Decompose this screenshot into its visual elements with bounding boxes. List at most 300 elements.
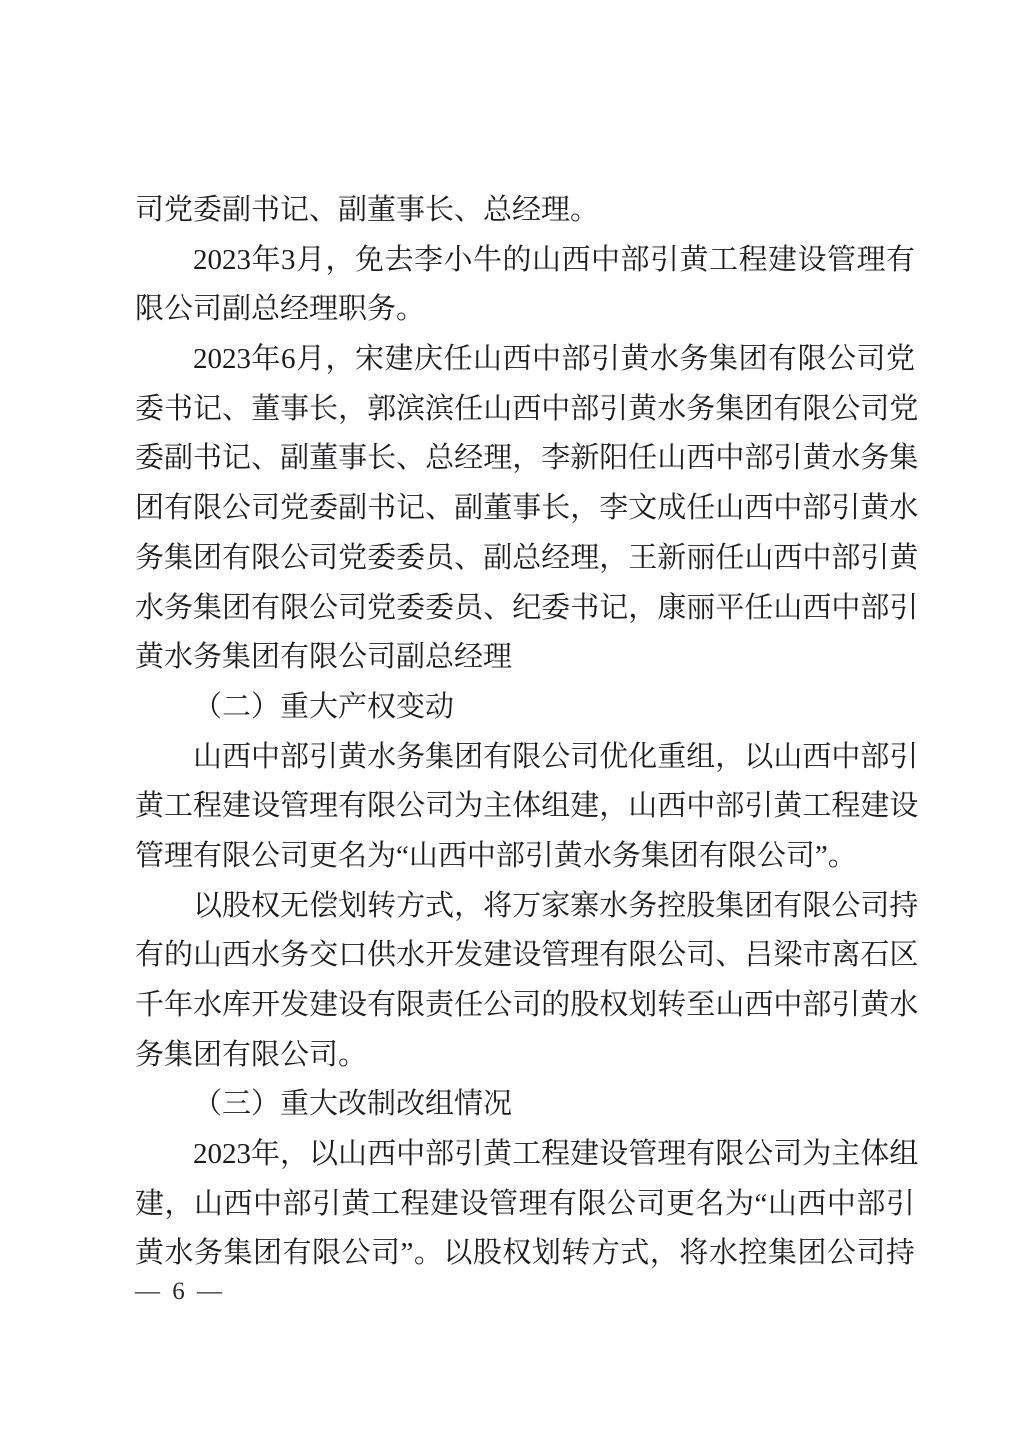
text-line: 黄水务集团有限公司副总经理 — [135, 641, 513, 674]
glyph: 集 — [715, 889, 745, 922]
glyph: 团 — [797, 1237, 827, 1270]
glyph: 公 — [222, 492, 252, 525]
glyph: 引 — [889, 740, 919, 773]
glyph: 、 — [222, 392, 252, 425]
text-line: 管理有限公司更名为“山西中部引黄水务集团有限公司”。 — [135, 839, 857, 872]
glyph: 股 — [222, 889, 252, 922]
glyph: 年 — [251, 1138, 281, 1171]
glyph: 任 — [628, 442, 658, 475]
glyph: 集 — [715, 392, 745, 425]
glyph: 党 — [280, 492, 310, 525]
glyph: 西 — [802, 591, 832, 624]
glyph: 建 — [384, 343, 414, 376]
glyph: 务 — [860, 442, 890, 475]
glyph: 董 — [251, 392, 281, 425]
glyph: 水 — [649, 343, 679, 376]
glyph: 工 — [512, 1138, 542, 1171]
glyph: 黄 — [802, 442, 832, 475]
glyph: 中 — [831, 740, 861, 773]
glyph: 设 — [459, 1187, 489, 1220]
glyph: 公 — [483, 989, 513, 1021]
glyph: 团 — [454, 740, 484, 773]
glyph: 纪 — [512, 591, 542, 624]
glyph: 工 — [802, 790, 832, 823]
glyph: 山 — [744, 541, 774, 574]
glyph: 中 — [686, 790, 716, 823]
glyph: 寨 — [570, 889, 600, 922]
glyph: “ — [754, 1187, 768, 1220]
glyph: 任 — [686, 492, 716, 525]
glyph: 新 — [657, 541, 687, 574]
glyph: 副 — [280, 442, 310, 475]
glyph: 黄 — [628, 392, 658, 425]
glyph: 管 — [826, 243, 856, 276]
glyph: 、 — [483, 591, 513, 624]
glyph: 家 — [541, 889, 571, 922]
glyph: 委 — [135, 442, 165, 475]
glyph: 限 — [512, 740, 542, 773]
glyph: ， — [325, 343, 355, 376]
glyph: 司 — [636, 1187, 666, 1220]
glyph: 转 — [367, 889, 397, 922]
glyph: 程 — [193, 790, 223, 823]
glyph: 黄 — [135, 1237, 165, 1270]
glyph: 限 — [193, 492, 223, 525]
glyph: 建 — [309, 989, 339, 1021]
glyph: 部 — [280, 740, 310, 773]
glyph: 设 — [797, 243, 827, 276]
glyph: 限 — [396, 989, 426, 1021]
glyph: 事 — [280, 392, 310, 425]
glyph: 中 — [531, 343, 561, 376]
glyph: 权 — [502, 1237, 532, 1270]
glyph: ， — [325, 243, 355, 276]
text-line — [135, 484, 919, 534]
glyph: 引 — [831, 989, 861, 1021]
glyph: 党 — [338, 541, 368, 574]
glyph: 团 — [135, 492, 165, 525]
glyph: 程 — [738, 243, 768, 276]
page-number: — 6 — — [135, 1278, 225, 1305]
glyph: 为 — [454, 790, 484, 823]
glyph: 务 — [280, 939, 310, 972]
glyph: 有 — [251, 591, 281, 624]
glyph: 引 — [312, 1187, 342, 1220]
glyph: 西 — [657, 790, 687, 823]
glyph: 控 — [657, 889, 687, 922]
glyph: 集 — [223, 1237, 253, 1270]
glyph: 西 — [502, 343, 532, 376]
glyph: 限 — [312, 1237, 342, 1270]
glyph: 记 — [396, 492, 426, 525]
glyph: 李 — [413, 243, 443, 276]
glyph: 司 — [425, 790, 455, 823]
glyph: 员 — [425, 541, 455, 574]
glyph: 务 — [679, 343, 709, 376]
glyph: 丽 — [686, 541, 716, 574]
glyph: 月 — [295, 243, 325, 276]
glyph: 式 — [425, 889, 455, 922]
glyph: 管 — [489, 1187, 519, 1220]
glyph: 千 — [135, 989, 165, 1021]
glyph: 司 — [773, 1138, 803, 1171]
glyph: 黄 — [773, 790, 803, 823]
glyph: 工 — [164, 790, 194, 823]
glyph: 限 — [797, 343, 827, 376]
glyph: 有 — [599, 939, 629, 972]
glyph: 黄 — [338, 740, 368, 773]
glyph: ， — [599, 790, 629, 823]
glyph: 成 — [657, 492, 687, 525]
glyph: 以 — [309, 1138, 339, 1171]
glyph: 设 — [251, 790, 281, 823]
glyph: 任 — [744, 591, 774, 624]
glyph: 以 — [193, 889, 223, 922]
glyph: 记 — [222, 442, 252, 475]
glyph: 有 — [773, 392, 803, 425]
glyph: 的 — [164, 939, 194, 972]
glyph: 任 — [443, 343, 473, 376]
glyph: 团 — [253, 1237, 283, 1270]
glyph: 任 — [454, 989, 484, 1021]
text-line — [135, 931, 919, 981]
glyph: 部 — [802, 492, 832, 525]
glyph: ， — [338, 392, 368, 425]
glyph: 山 — [767, 1187, 797, 1220]
text-line — [135, 1130, 919, 1180]
glyph: 山 — [715, 989, 745, 1021]
glyph: 引 — [860, 541, 890, 574]
glyph: 委 — [425, 591, 455, 624]
glyph: 股 — [570, 989, 600, 1021]
glyph: 有 — [773, 889, 803, 922]
glyph: 司 — [309, 541, 339, 574]
glyph: 方 — [396, 889, 426, 922]
glyph: 引 — [599, 392, 629, 425]
glyph: 中 — [541, 392, 571, 425]
glyph: 团 — [738, 343, 768, 376]
glyph: 公 — [826, 1237, 856, 1270]
glyph: 有 — [483, 740, 513, 773]
glyph: 滨 — [425, 392, 455, 425]
glyph: 管 — [280, 790, 310, 823]
glyph: 工 — [708, 243, 738, 276]
glyph: 书 — [367, 492, 397, 525]
glyph: 理 — [570, 541, 600, 574]
glyph: 公 — [396, 790, 426, 823]
glyph: 持 — [889, 889, 919, 922]
glyph: 公 — [831, 392, 861, 425]
glyph: 限 — [251, 541, 281, 574]
glyph: 2023 — [193, 1138, 251, 1171]
glyph: 中 — [802, 541, 832, 574]
glyph: 转 — [657, 989, 687, 1021]
glyph: ， — [599, 541, 629, 574]
glyph: 中 — [715, 442, 745, 475]
glyph: 黄 — [483, 1138, 513, 1171]
glyph: 平 — [715, 591, 745, 624]
glyph: 团 — [193, 541, 223, 574]
glyph: 限 — [628, 939, 658, 972]
glyph: 理 — [518, 1187, 548, 1220]
glyph: 书 — [164, 392, 194, 425]
glyph: 公 — [309, 591, 339, 624]
glyph: 司 — [686, 939, 716, 972]
glyph: 公 — [826, 343, 856, 376]
glyph: 部 — [561, 343, 591, 376]
glyph: 主 — [831, 1138, 861, 1171]
glyph: 水 — [708, 1237, 738, 1270]
glyph: 水 — [889, 492, 919, 525]
glyph: 设 — [512, 939, 542, 972]
text-line — [135, 385, 919, 435]
glyph: 化 — [628, 740, 658, 773]
glyph: 务 — [628, 889, 658, 922]
glyph: 理 — [309, 790, 339, 823]
glyph: 事 — [338, 442, 368, 475]
glyph: 划 — [338, 889, 368, 922]
glyph: 股 — [472, 1237, 502, 1270]
glyph: 公 — [541, 740, 571, 773]
glyph: 组 — [889, 1138, 919, 1171]
glyph: 有 — [135, 939, 165, 972]
glyph: 万 — [512, 889, 542, 922]
glyph: 党 — [889, 392, 919, 425]
text-line — [135, 1229, 915, 1279]
glyph: 团 — [222, 591, 252, 624]
glyph: 引 — [309, 740, 339, 773]
glyph: 西 — [222, 939, 252, 972]
glyph: 水 — [135, 591, 165, 624]
glyph: 有 — [164, 492, 194, 525]
glyph: 集 — [889, 442, 919, 475]
glyph: 程 — [831, 790, 861, 823]
glyph: 中 — [253, 1187, 283, 1220]
glyph: 限 — [577, 1187, 607, 1220]
glyph: ， — [570, 492, 600, 525]
glyph: 西 — [686, 442, 716, 475]
glyph: 库 — [222, 989, 252, 1021]
glyph: 6 — [280, 343, 296, 376]
glyph: 工 — [371, 1187, 401, 1220]
glyph: 团 — [744, 889, 774, 922]
glyph: 小 — [443, 243, 473, 276]
glyph: 西 — [744, 492, 774, 525]
glyph: 责 — [425, 989, 455, 1021]
glyph: 更 — [666, 1187, 696, 1220]
glyph: 总 — [512, 541, 542, 574]
glyph: 司 — [512, 989, 542, 1021]
glyph: 组 — [541, 790, 571, 823]
glyph: 理 — [570, 939, 600, 972]
glyph: 限 — [802, 392, 832, 425]
text-line: 限公司副总经理职务。 — [135, 293, 426, 326]
glyph: 名 — [695, 1187, 725, 1220]
glyph: 有 — [885, 243, 915, 276]
text-line — [135, 534, 919, 584]
glyph: 任 — [715, 541, 745, 574]
glyph: 发 — [454, 939, 484, 972]
glyph: 无 — [280, 889, 310, 922]
text-line: 务集团有限公司。 — [135, 1038, 368, 1071]
glyph: 山 — [193, 740, 223, 773]
glyph: 西 — [744, 989, 774, 1021]
glyph: 、 — [454, 541, 484, 574]
glyph: 吕 — [744, 939, 774, 972]
glyph: 程 — [400, 1187, 430, 1220]
glyph: ” — [400, 1237, 414, 1270]
glyph: 公 — [607, 1187, 637, 1220]
glyph: 山 — [338, 1138, 368, 1171]
glyph: 副 — [483, 541, 513, 574]
glyph: 黄 — [620, 343, 650, 376]
glyph: 黄 — [135, 790, 165, 823]
glyph: 设 — [599, 1138, 629, 1171]
glyph: 山 — [628, 790, 658, 823]
glyph: 的 — [502, 243, 532, 276]
glyph: 文 — [628, 492, 658, 525]
glyph: 持 — [885, 1237, 915, 1270]
glyph: 事 — [512, 492, 542, 525]
glyph: 委 — [309, 492, 339, 525]
text-line — [135, 882, 919, 932]
glyph: 董 — [309, 442, 339, 475]
glyph: 康 — [657, 591, 687, 624]
glyph: 组 — [686, 740, 716, 773]
glyph: 方 — [590, 1237, 620, 1270]
glyph: 、 — [396, 442, 426, 475]
glyph: 理 — [483, 442, 513, 475]
glyph: 划 — [628, 989, 658, 1021]
glyph: 市 — [802, 939, 832, 972]
text-line — [135, 434, 919, 484]
glyph: 经 — [541, 541, 571, 574]
glyph: 有 — [222, 541, 252, 574]
text-line — [135, 236, 915, 286]
glyph: 记 — [599, 591, 629, 624]
glyph: 管 — [541, 939, 571, 972]
glyph: 设 — [338, 989, 368, 1021]
glyph: 水 — [831, 442, 861, 475]
glyph: 集 — [193, 591, 223, 624]
text-line — [135, 335, 915, 385]
glyph: 委 — [367, 541, 397, 574]
glyph: 长 — [541, 492, 571, 525]
glyph: 限 — [280, 591, 310, 624]
glyph: 水 — [164, 1237, 194, 1270]
glyph: 司 — [860, 392, 890, 425]
glyph: 党 — [367, 591, 397, 624]
glyph: 建 — [222, 790, 252, 823]
glyph: 建 — [570, 790, 600, 823]
glyph: 转 — [561, 1237, 591, 1270]
glyph: 限 — [367, 790, 397, 823]
glyph: 部 — [744, 442, 774, 475]
glyph: 引 — [889, 591, 919, 624]
glyph: 黄 — [860, 989, 890, 1021]
glyph: 发 — [280, 989, 310, 1021]
glyph: 公 — [280, 541, 310, 574]
glyph: 偿 — [309, 889, 339, 922]
glyph: 宋 — [354, 343, 384, 376]
glyph: 建 — [483, 939, 513, 972]
glyph: 2023 — [193, 243, 251, 276]
glyph: 引 — [885, 1187, 915, 1220]
glyph: 口 — [338, 939, 368, 972]
glyph: 部 — [860, 740, 890, 773]
glyph: 有 — [338, 790, 368, 823]
glyph: 部 — [570, 392, 600, 425]
glyph: 山 — [773, 740, 803, 773]
text-line — [135, 981, 919, 1031]
glyph: 中 — [831, 591, 861, 624]
glyph: 为 — [802, 1138, 832, 1171]
glyph: 经 — [454, 442, 484, 475]
glyph: 开 — [251, 989, 281, 1021]
glyph: 记 — [193, 392, 223, 425]
glyph: 水 — [657, 392, 687, 425]
glyph: 至 — [686, 989, 716, 1021]
glyph: 去 — [384, 243, 414, 276]
glyph: 山 — [194, 1187, 224, 1220]
text-line — [135, 1180, 915, 1230]
glyph: 以 — [443, 1237, 473, 1270]
glyph: 西 — [802, 740, 832, 773]
glyph: ， — [454, 889, 484, 922]
glyph: 黄 — [341, 1187, 371, 1220]
glyph: 公 — [831, 889, 861, 922]
glyph: 董 — [483, 492, 513, 525]
glyph: 水 — [251, 939, 281, 972]
glyph: 建 — [570, 1138, 600, 1171]
glyph: 重 — [657, 740, 687, 773]
glyph: 中 — [826, 1187, 856, 1220]
glyph: 理 — [657, 1138, 687, 1171]
glyph: 副 — [338, 492, 368, 525]
glyph: 部 — [425, 1138, 455, 1171]
glyph: 引 — [773, 442, 803, 475]
glyph: 设 — [889, 790, 919, 823]
glyph: 山 — [715, 492, 745, 525]
glyph: 离 — [831, 939, 861, 972]
glyph: 司 — [856, 343, 886, 376]
glyph: 山 — [773, 591, 803, 624]
glyph: 员 — [454, 591, 484, 624]
glyph: 黄 — [889, 541, 919, 574]
glyph: 丽 — [686, 591, 716, 624]
glyph: 司 — [856, 1237, 886, 1270]
glyph: ， — [164, 1187, 194, 1220]
glyph: 建 — [135, 1187, 165, 1220]
glyph: 中 — [590, 243, 620, 276]
glyph: 引 — [831, 492, 861, 525]
glyph: 供 — [367, 939, 397, 972]
glyph: 集 — [425, 740, 455, 773]
glyph: 西 — [773, 541, 803, 574]
glyph: 务 — [135, 541, 165, 574]
glyph: 引 — [744, 790, 774, 823]
glyph: 委 — [396, 541, 426, 574]
glyph: 部 — [856, 1187, 886, 1220]
glyph: 长 — [309, 392, 339, 425]
glyph: 引 — [649, 243, 679, 276]
glyph: 引 — [454, 1138, 484, 1171]
text-line — [135, 584, 919, 634]
text-line — [135, 782, 919, 832]
glyph: 限 — [802, 889, 832, 922]
glyph: 山 — [657, 442, 687, 475]
glyph: 西 — [797, 1187, 827, 1220]
